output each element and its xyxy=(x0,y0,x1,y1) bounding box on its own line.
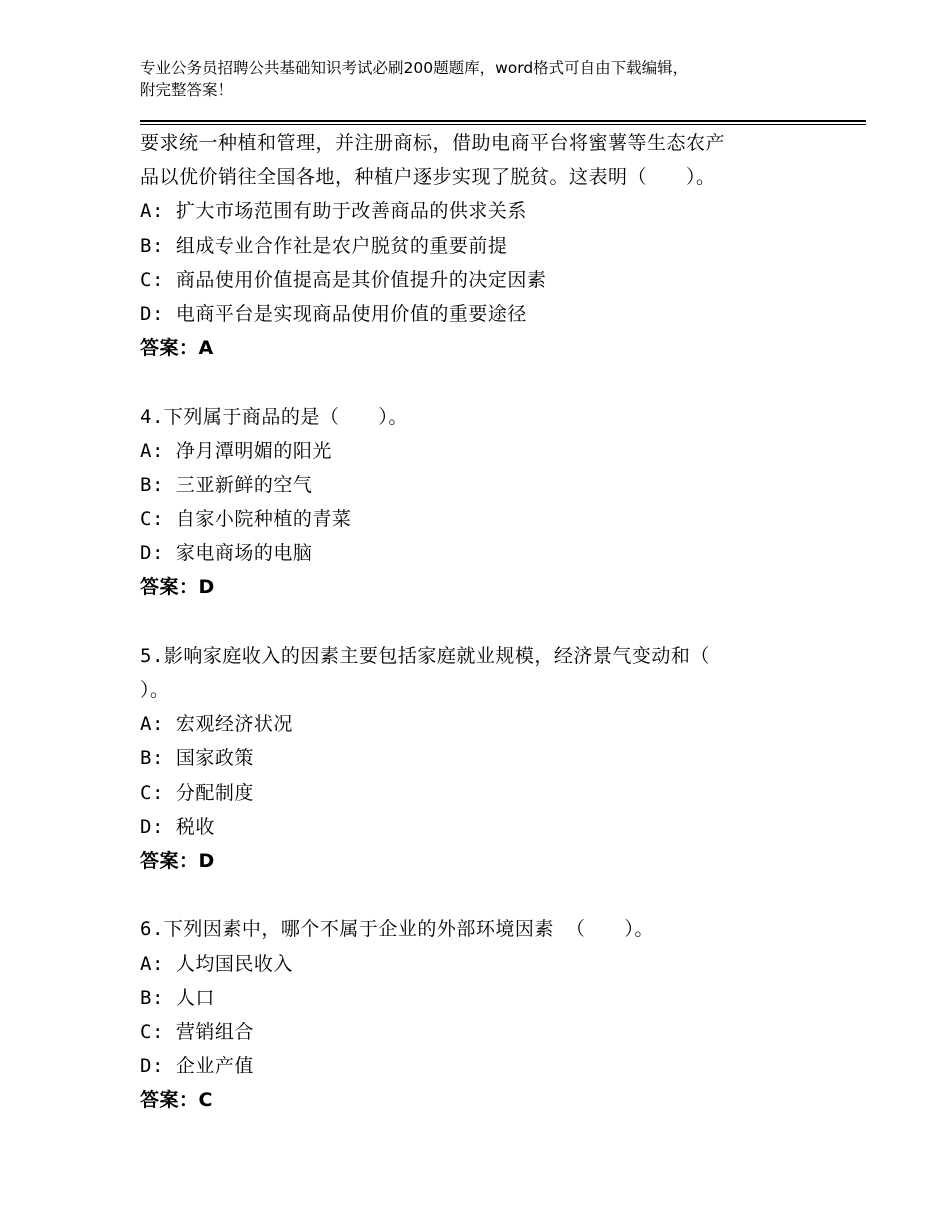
header-divider-thin xyxy=(140,124,866,125)
option-c: C: 自家小院种植的青菜 xyxy=(140,508,352,531)
question-4 xyxy=(140,400,860,605)
option-a: A: 净月潭明媚的阳光 xyxy=(140,439,332,462)
option-a: A: 扩大市场范围有助于改善商品的供求关系 xyxy=(140,200,527,223)
option-d: D: 家电商场的电脑 xyxy=(140,542,313,565)
question-stem: ）。 xyxy=(140,679,170,701)
question-stem: 要求统一种植和管理，并注册商标，借助电商平台将蜜薯等生态农产 xyxy=(140,132,726,154)
answer: 答案：C xyxy=(140,1089,213,1112)
option-b: B: 三亚新鲜的空气 xyxy=(140,473,313,496)
spacer xyxy=(140,878,860,912)
question-stem: 4.下列属于商品的是（ ）。 xyxy=(140,405,408,428)
answer: 答案：A xyxy=(140,337,214,360)
question-stem: 6.下列因素中，哪个不属于企业的外部环境因素 （ ）。 xyxy=(140,918,654,941)
document-header xyxy=(140,57,840,101)
header-divider-thick xyxy=(140,120,866,122)
question-6 xyxy=(140,912,860,1117)
answer: 答案：D xyxy=(140,849,215,872)
option-c: C: 分配制度 xyxy=(140,781,254,804)
option-c: C: 商品使用价值提高是其价值提升的决定因素 xyxy=(140,268,547,291)
question-5 xyxy=(140,639,860,878)
question-stem: 5.影响家庭收入的因素主要包括家庭就业规模，经济景气变动和（ xyxy=(140,644,710,667)
option-d: D: 税收 xyxy=(140,815,215,838)
option-b: B: 国家政策 xyxy=(140,747,254,770)
question-stem: 品以优价销往全国各地，种植户逐步实现了脱贫。这表明（ ）。 xyxy=(140,166,716,189)
option-b: B: 组成专业合作社是农户脱贫的重要前提 xyxy=(140,234,508,257)
option-b: B: 人口 xyxy=(140,986,215,1009)
option-c: C: 营销组合 xyxy=(140,1020,254,1043)
answer: 答案：D xyxy=(140,576,215,599)
header-line-2: 附完整答案！ xyxy=(140,81,234,99)
question-list xyxy=(140,126,860,1117)
question-3 xyxy=(140,126,860,365)
option-a: A: 人均国民收入 xyxy=(140,952,293,975)
spacer xyxy=(140,365,860,399)
option-d: D: 电商平台是实现商品使用价值的重要途径 xyxy=(140,302,527,325)
option-d: D: 企业产值 xyxy=(140,1055,254,1078)
option-a: A: 宏观经济状况 xyxy=(140,713,293,736)
header-line-1: 专业公务员招聘公共基础知识考试必刷200题题库，word格式可自由下载编辑， xyxy=(140,59,689,77)
spacer xyxy=(140,605,860,639)
